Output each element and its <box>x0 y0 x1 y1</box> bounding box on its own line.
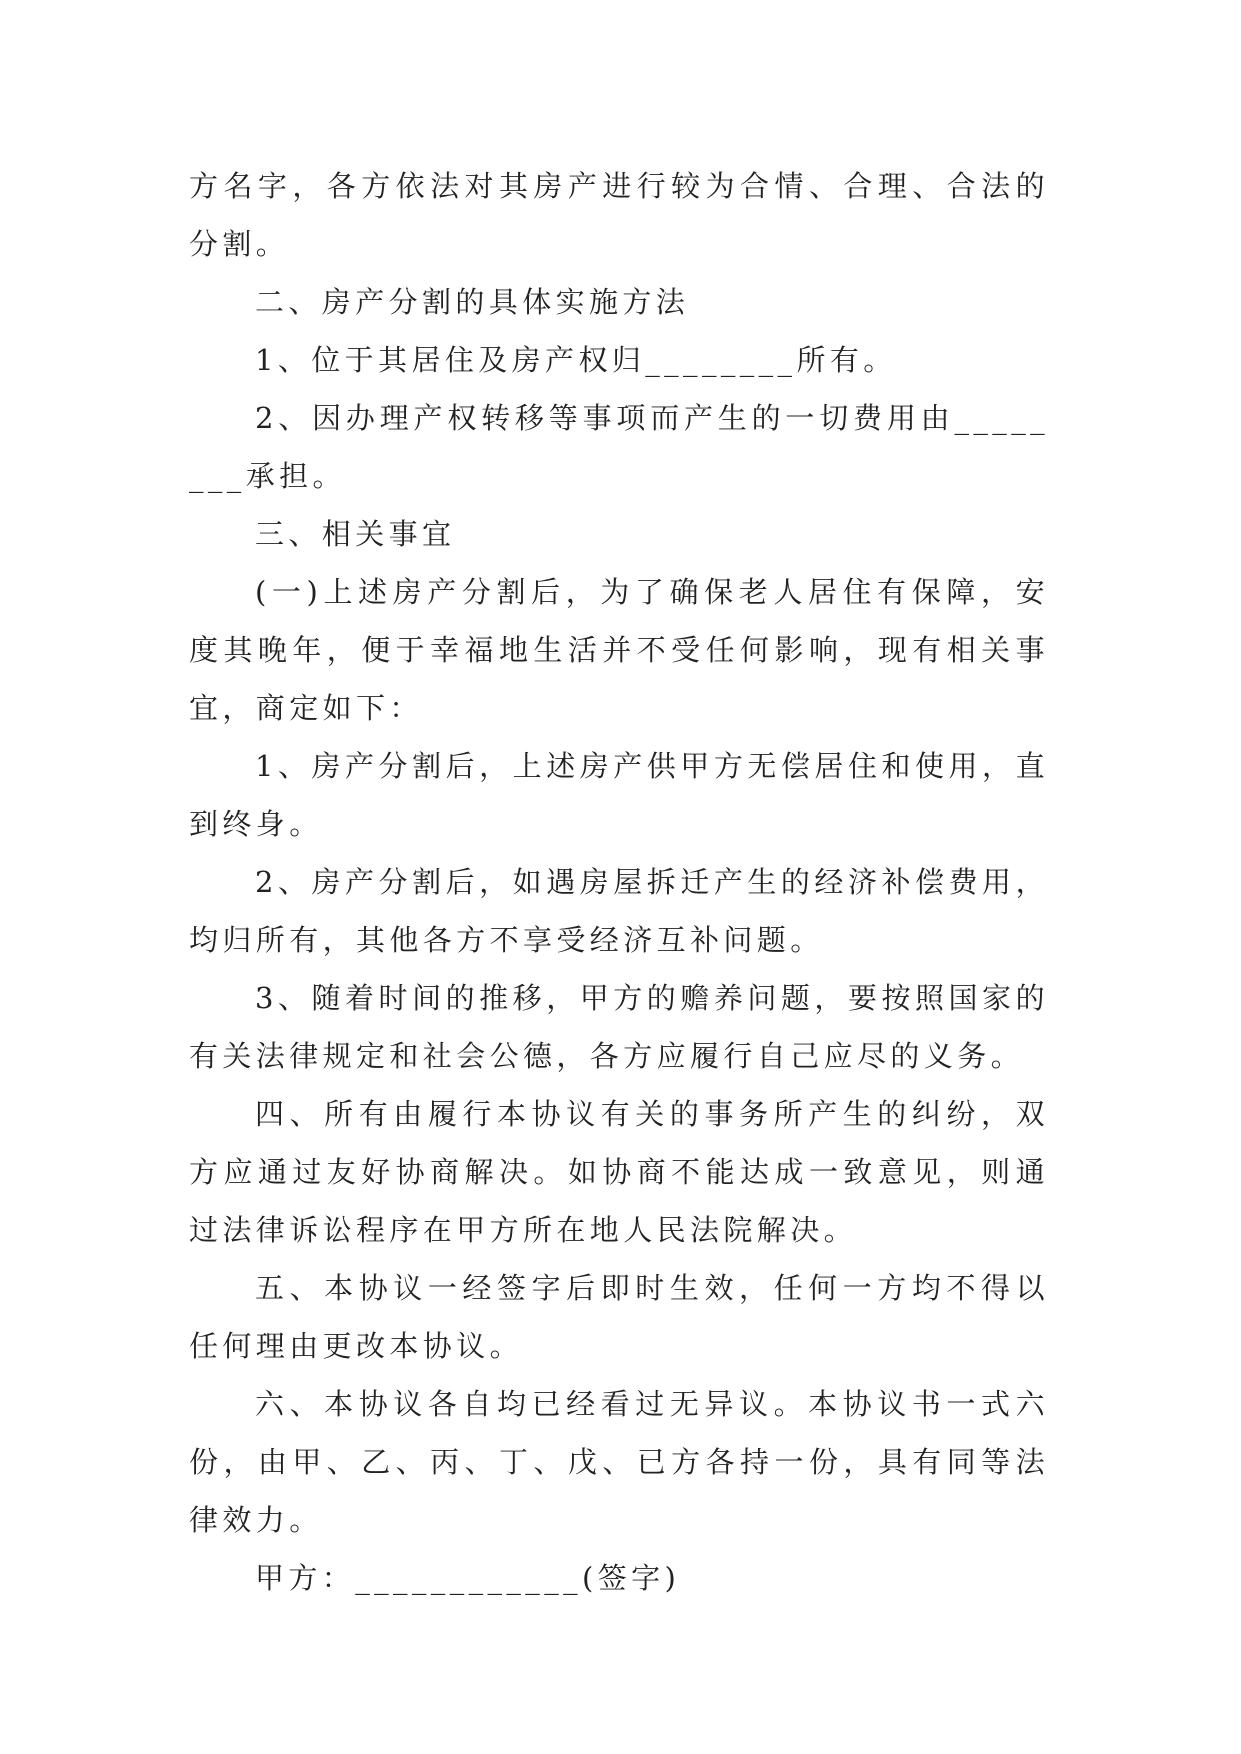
section-5: 五、本协议一经签字后即时生效，任何一方均不得以任何理由更改本协议。 <box>189 1271 1049 1363</box>
paragraph-continuation: 方名字，各方依法对其房产进行较为合情、合理、合法的分割。 <box>189 169 1049 261</box>
clause-3-1: 1、房产分割后，上述房产供甲方无偿居住和使用，直到终身。 <box>189 749 1049 841</box>
clause-2-2: 2、因办理产权转移等事项而产生的一切费用由________承担。 <box>189 401 1049 493</box>
section-heading-2: 二、房产分割的具体实施方法 <box>255 285 690 319</box>
document-body <box>189 157 1049 1607</box>
signature-line-party-a: 甲方：____________(签字) <box>255 1561 681 1595</box>
section-heading-3: 三、相关事宜 <box>255 517 456 551</box>
clause-2-1: 1、位于其居住及房产权归________所有。 <box>255 343 897 377</box>
clause-3-3: 3、随着时间的推移，甲方的赡养问题，要按照国家的有关法律规定和社会公德，各方应履行自己应尽的义务。 <box>189 981 1049 1073</box>
section-4: 四、所有由履行本协议有关的事务所产生的纠纷，双方应通过友好协商解决。如协商不能达成一致意见，则通过法律诉讼程序在甲方所在地人民法院解决。 <box>189 1097 1049 1247</box>
clause-3-intro: (一)上述房产分割后，为了确保老人居住有保障，安度其晚年，便于幸福地生活并不受任何影响，现有相关事宜，商定如下： <box>189 575 1049 725</box>
clause-3-2: 2、房产分割后，如遇房屋拆迁产生的经济补偿费用，均归所有，其他各方不享受经济互补问题。 <box>189 865 1049 957</box>
section-6: 六、本协议各自均已经看过无异议。本协议书一式六份，由甲、乙、丙、丁、戊、已方各持一份，具有同等法律效力。 <box>189 1387 1049 1537</box>
